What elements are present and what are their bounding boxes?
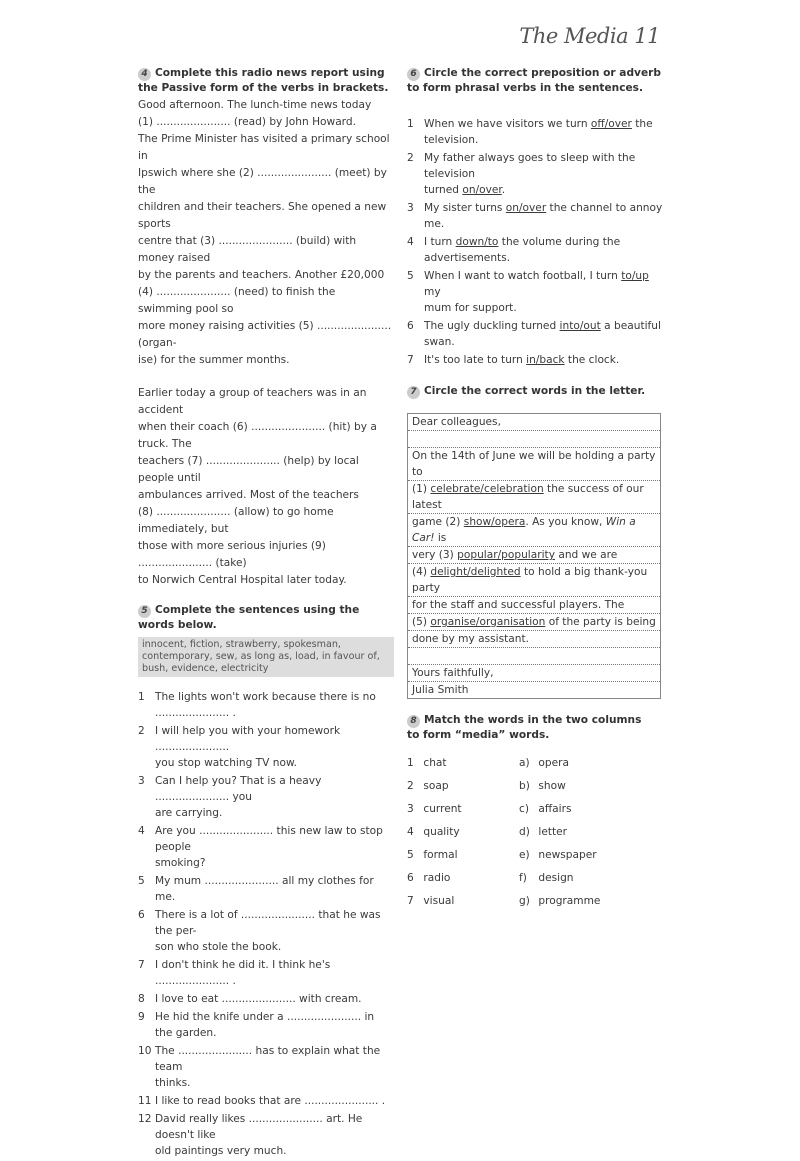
letter-line: game (2) show/opera. As you know, Win a Car! is bbox=[408, 514, 660, 547]
letter-blank-line bbox=[408, 648, 660, 665]
letter-line: very (3) popular/popularity and we are bbox=[408, 547, 660, 564]
list-item: 10 The ...................... has to explain what the team thinks. bbox=[138, 1045, 381, 1089]
list-item: 3 My sister turns on/over the channel to annoy me. bbox=[407, 202, 663, 230]
text-line: those with more serious injuries (9) ...................... (take) bbox=[138, 540, 326, 569]
exercise-6-heading bbox=[407, 66, 663, 96]
left-column bbox=[138, 66, 392, 1161]
match-row: 5 formal e) newspaper bbox=[407, 849, 597, 861]
letter-line: On the 14th of June we will be holding a party to bbox=[408, 448, 660, 481]
option-choice[interactable]: popular/popularity bbox=[457, 549, 555, 561]
exercise-number-badge: 5 bbox=[138, 605, 151, 618]
exercise-7-title: Circle the correct words in the letter. bbox=[424, 385, 646, 397]
list-item: 9 He hid the knife under a ...................... in the garden. bbox=[138, 1011, 375, 1039]
text-line: ambulances arrived. Most of the teachers bbox=[138, 489, 359, 501]
exercise-5-title: Complete the sentences using the words below. bbox=[138, 604, 360, 631]
list-item: 2 My father always goes to sleep with the television turned on/over. bbox=[407, 152, 636, 196]
letter-box bbox=[407, 413, 661, 699]
match-row: 7 visual g) programme bbox=[407, 895, 601, 907]
text-line: Ipswich where she (2) ...................... (meet) by the bbox=[138, 167, 387, 196]
letter-salutation: Dear colleagues, bbox=[408, 414, 660, 431]
match-row: 3 current c) affairs bbox=[407, 803, 572, 815]
match-row: 2 soap b) show bbox=[407, 780, 566, 792]
exercise-number-badge: 4 bbox=[138, 68, 151, 81]
letter-line: for the staff and successful players. The bbox=[408, 597, 660, 614]
exercise-7-heading bbox=[407, 384, 663, 399]
exercise-4-heading bbox=[138, 66, 392, 96]
option-choice[interactable]: into/out bbox=[559, 320, 601, 332]
letter-line: done by my assistant. bbox=[408, 631, 660, 648]
exercise-4-title: Complete this radio news report using the Passive form of the verbs in brackets. bbox=[138, 67, 389, 94]
letter-signature: Julia Smith bbox=[412, 684, 469, 696]
text-line: Good afternoon. The lunch-time news today bbox=[138, 99, 372, 111]
option-choice[interactable]: on/over bbox=[505, 202, 547, 214]
match-row: 4 quality d) letter bbox=[407, 826, 568, 838]
list-item: 5 When I want to watch football, I turn to/up my mum for support. bbox=[407, 270, 649, 314]
exercise-4-text bbox=[138, 97, 392, 589]
exercise-5-list bbox=[138, 689, 392, 1159]
text-line: Earlier today a group of teachers was in an accident bbox=[138, 387, 367, 416]
exercise-6-title: Circle the correct preposition or adverb to form phrasal verbs in the sentences. bbox=[407, 67, 661, 94]
exercise-number-badge: 6 bbox=[407, 68, 420, 81]
option-choice[interactable]: celebrate/celebration bbox=[430, 483, 544, 495]
exercise-8-heading bbox=[407, 713, 657, 743]
matching-table bbox=[407, 755, 663, 909]
letter-blank-line bbox=[408, 431, 660, 448]
exercise-8-title: Match the words in the two columns to form “media” words. bbox=[407, 714, 642, 741]
text-line: centre that (3) ...................... (build) with money raised bbox=[138, 235, 357, 264]
list-item: 8 I love to eat ...................... with cream. bbox=[138, 993, 362, 1005]
letter-line: (5) organise/organisation of the party is being bbox=[408, 614, 660, 631]
text-line: The Prime Minister has visited a primary school in bbox=[138, 133, 390, 162]
list-item: 6 There is a lot of ...................... that he was the per- son who stole the book. bbox=[138, 909, 381, 953]
letter-closing: Yours faithfully, bbox=[408, 665, 660, 682]
list-item: 6 The ugly duckling turned into/out a beautiful swan. bbox=[407, 320, 661, 348]
text-line: ise) for the summer months. bbox=[138, 354, 290, 366]
option-choice[interactable]: on/over bbox=[462, 184, 502, 196]
option-choice[interactable]: organise/organisation bbox=[430, 616, 546, 628]
text-line: by the parents and teachers. Another £20,000 bbox=[138, 269, 385, 281]
option-choice[interactable]: down/to bbox=[455, 236, 499, 248]
right-column bbox=[407, 66, 663, 916]
text-line: (4) ...................... (need) to finish the swimming pool so bbox=[138, 286, 336, 315]
list-item: 4 I turn down/to the volume during the advertisements. bbox=[407, 236, 621, 264]
list-item: 4 Are you ...................... this new law to stop people smoking? bbox=[138, 825, 383, 869]
list-item: 1 The lights won't work because there is no ...................... . bbox=[138, 691, 376, 719]
text-line: teachers (7) ...................... (help) by local people until bbox=[138, 455, 359, 484]
list-item: 5 My mum ...................... all my clothes for me. bbox=[138, 875, 374, 903]
option-choice[interactable]: off/over bbox=[590, 118, 632, 130]
match-row: 1 chat a) opera bbox=[407, 757, 569, 769]
list-item: 7 It's too late to turn in/back the clock. bbox=[407, 354, 620, 366]
text-line: to Norwich Central Hospital later today. bbox=[138, 574, 347, 586]
list-item: 1 When we have visitors we turn off/over the television. bbox=[407, 118, 653, 146]
list-item: 12 David really likes ...................... art. He doesn't like old paintings very much. bbox=[138, 1113, 363, 1157]
option-choice[interactable]: show/opera bbox=[463, 516, 526, 528]
match-row: 6 radio f) design bbox=[407, 872, 574, 884]
word-box: innocent, fiction, strawberry, spokesman, contemporary, sew, as long as, load, in favour of, bush, evidence, electricity bbox=[138, 637, 394, 677]
exercise-6-list bbox=[407, 116, 663, 368]
letter-line: (4) delight/delighted to hold a big thank-you party bbox=[408, 564, 660, 597]
page-title: The Media 11 bbox=[519, 24, 660, 48]
exercise-number-badge: 7 bbox=[407, 386, 420, 399]
option-choice[interactable]: delight/delighted bbox=[430, 566, 521, 578]
list-item: 11 I like to read books that are ...................... . bbox=[138, 1095, 386, 1107]
text-line: when their coach (6) ...................... (hit) by a truck. The bbox=[138, 421, 377, 450]
option-choice[interactable]: to/up bbox=[621, 270, 649, 282]
list-item: 2 I will help you with your homework ...................... you stop watching TV now. bbox=[138, 725, 341, 769]
exercise-5-heading bbox=[138, 603, 392, 633]
text-line: (1) ...................... (read) by John Howard. bbox=[138, 116, 356, 128]
option-choice[interactable]: in/back bbox=[526, 354, 565, 366]
letter-line: (1) celebrate/celebration the success of our latest bbox=[408, 481, 660, 514]
text-line: more money raising activities (5) ...................... (organ- bbox=[138, 320, 392, 349]
exercise-number-badge: 8 bbox=[407, 715, 420, 728]
list-item: 3 Can I help you? That is a heavy ...................... you are carrying. bbox=[138, 775, 322, 819]
text-line: children and their teachers. She opened a new sports bbox=[138, 201, 387, 230]
text-line: (8) ...................... (allow) to go home immediately, but bbox=[138, 506, 334, 535]
list-item: 7 I don't think he did it. I think he's ...................... . bbox=[138, 959, 331, 987]
